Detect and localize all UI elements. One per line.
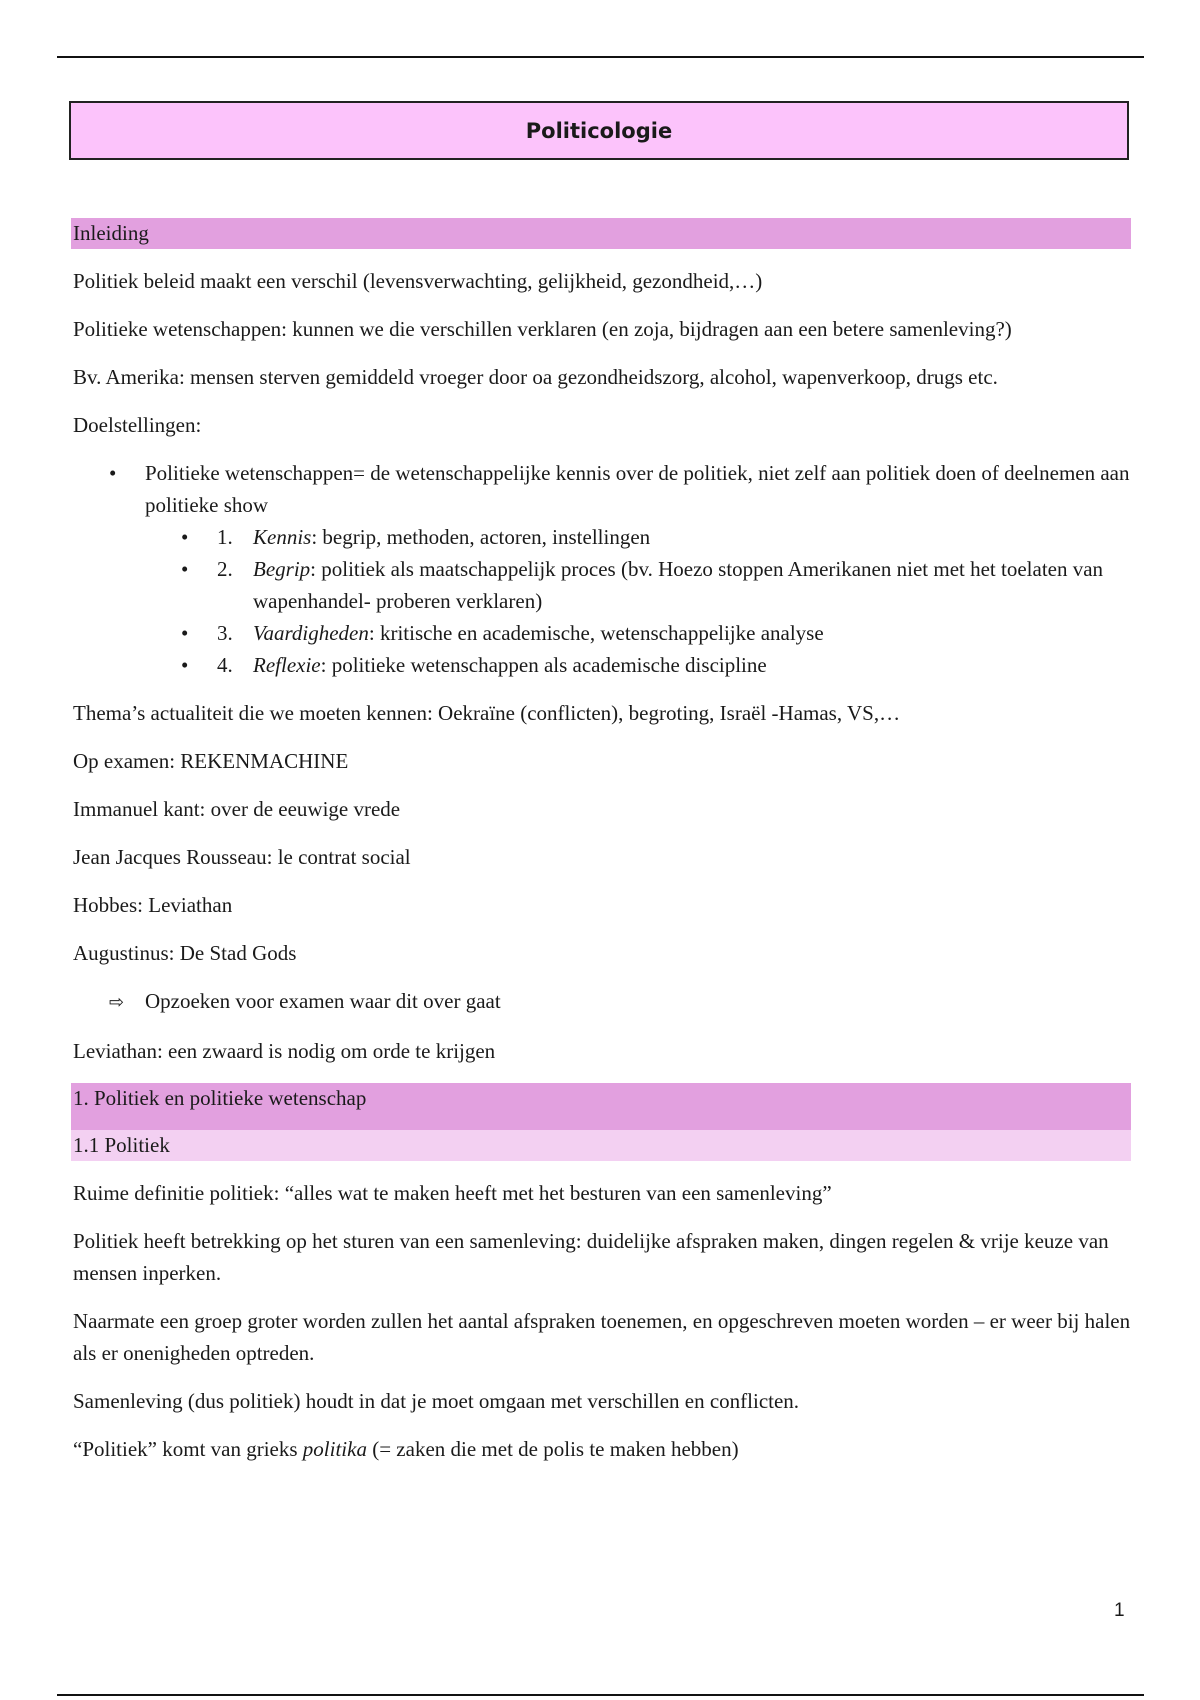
goal-text: : kritische en academische, wetenschappelijke analyse (368, 621, 824, 645)
section-heading-politiek: 1. Politiek en politieke wetenschap (71, 1083, 1131, 1130)
paragraph: Immanuel kant: over de eeuwige vrede (73, 797, 401, 821)
arrow-note (73, 985, 1131, 1019)
paragraph: Samenleving (dus politiek) houdt in dat je moet omgaan met verschillen en conflicten. (73, 1389, 800, 1413)
right-arrow-icon: ⇨ (109, 992, 125, 1013)
paragraph: Politiek heeft betrekking op het sturen van een samenleving: duidelijke afspraken maken, dingen regelen & vrije keuze van mensen inperken. (73, 1229, 1109, 1285)
bullet-text: Politieke wetenschappen= de wetenschappelijke kennis over de politiek, niet zelf aan politiek doen of deelnemen aan politieke show (145, 461, 1130, 517)
footer-rule (57, 1694, 1144, 1696)
paragraph: Leviathan: een zwaard is nodig om orde te krijgen (73, 1039, 496, 1063)
paragraph: Jean Jacques Rousseau: le contrat social (73, 845, 411, 869)
header-rule (57, 56, 1144, 58)
paragraph: Bv. Amerika: mensen sterven gemiddeld vroeger door oa gezondheidszorg, alcohol, wapenverkoop, drugs etc. (73, 365, 998, 389)
text-span: (= zaken die met de polis te maken hebben) (366, 1437, 739, 1461)
list-item (145, 521, 1131, 553)
list-number: • 3. (217, 621, 233, 645)
paragraph-politika (73, 1433, 1131, 1465)
paragraph: Politiek beleid maakt een verschil (levensverwachting, gelijkheid, gezondheid,…) (73, 269, 763, 293)
section-heading-inleiding: Inleiding (71, 218, 1131, 249)
paragraph: Op examen: REKENMACHINE (73, 749, 349, 773)
goal-term: Begrip (253, 557, 311, 581)
goal-text: : politieke wetenschappen als academische discipline (320, 653, 767, 677)
paragraph: Augustinus: De Stad Gods (73, 941, 297, 965)
goals-list (145, 521, 1131, 681)
goal-term: Reflexie (253, 653, 321, 677)
text-span: “Politiek” komt van grieks (73, 1437, 303, 1461)
list-item (145, 553, 1131, 617)
subsection-heading-politiek: 1.1 Politiek (71, 1130, 1131, 1161)
goal-text: : begrip, methoden, actoren, instellingen (311, 525, 651, 549)
emphasis-politika: politika (302, 1437, 367, 1461)
goal-term: Kennis (253, 525, 312, 549)
paragraph: Thema’s actualiteit die we moeten kennen: Oekraïne (conflicten), begroting, Israël -Hamas, VS,… (73, 701, 901, 725)
bullet-list (73, 457, 1131, 681)
list-item (145, 617, 1131, 649)
document-body (73, 218, 1131, 1465)
list-item (73, 457, 1131, 681)
list-item (145, 649, 1131, 681)
goal-term: Vaardigheden (253, 621, 369, 645)
paragraph: Politieke wetenschappen: kunnen we die verschillen verklaren (en zoja, bijdragen aan een betere samenleving?) (73, 317, 1012, 341)
list-number: • 4. (217, 653, 233, 677)
list-number: • 2. (217, 557, 233, 581)
page-number: 1 (1114, 1600, 1125, 1621)
paragraph: Hobbes: Leviathan (73, 893, 233, 917)
paragraph: Naarmate een groep groter worden zullen het aantal afspraken toenemen, en opgeschreven moeten worden – er weer bij halen als er onenigheden optreden. (73, 1309, 1131, 1365)
paragraph-doelstellingen: Doelstellingen: (73, 413, 202, 437)
document-title: Politicologie (69, 101, 1129, 160)
list-number: • 1. (217, 525, 233, 549)
arrow-note-text: Opzoeken voor examen waar dit over gaat (145, 989, 501, 1013)
paragraph: Ruime definitie politiek: “alles wat te maken heeft met het besturen van een samenleving” (73, 1181, 832, 1205)
goal-text: : politiek als maatschappelijk proces (bv. Hoezo stoppen Amerikanen niet met het toelaten van wapenhandel- proberen verklaren) (253, 557, 1104, 613)
